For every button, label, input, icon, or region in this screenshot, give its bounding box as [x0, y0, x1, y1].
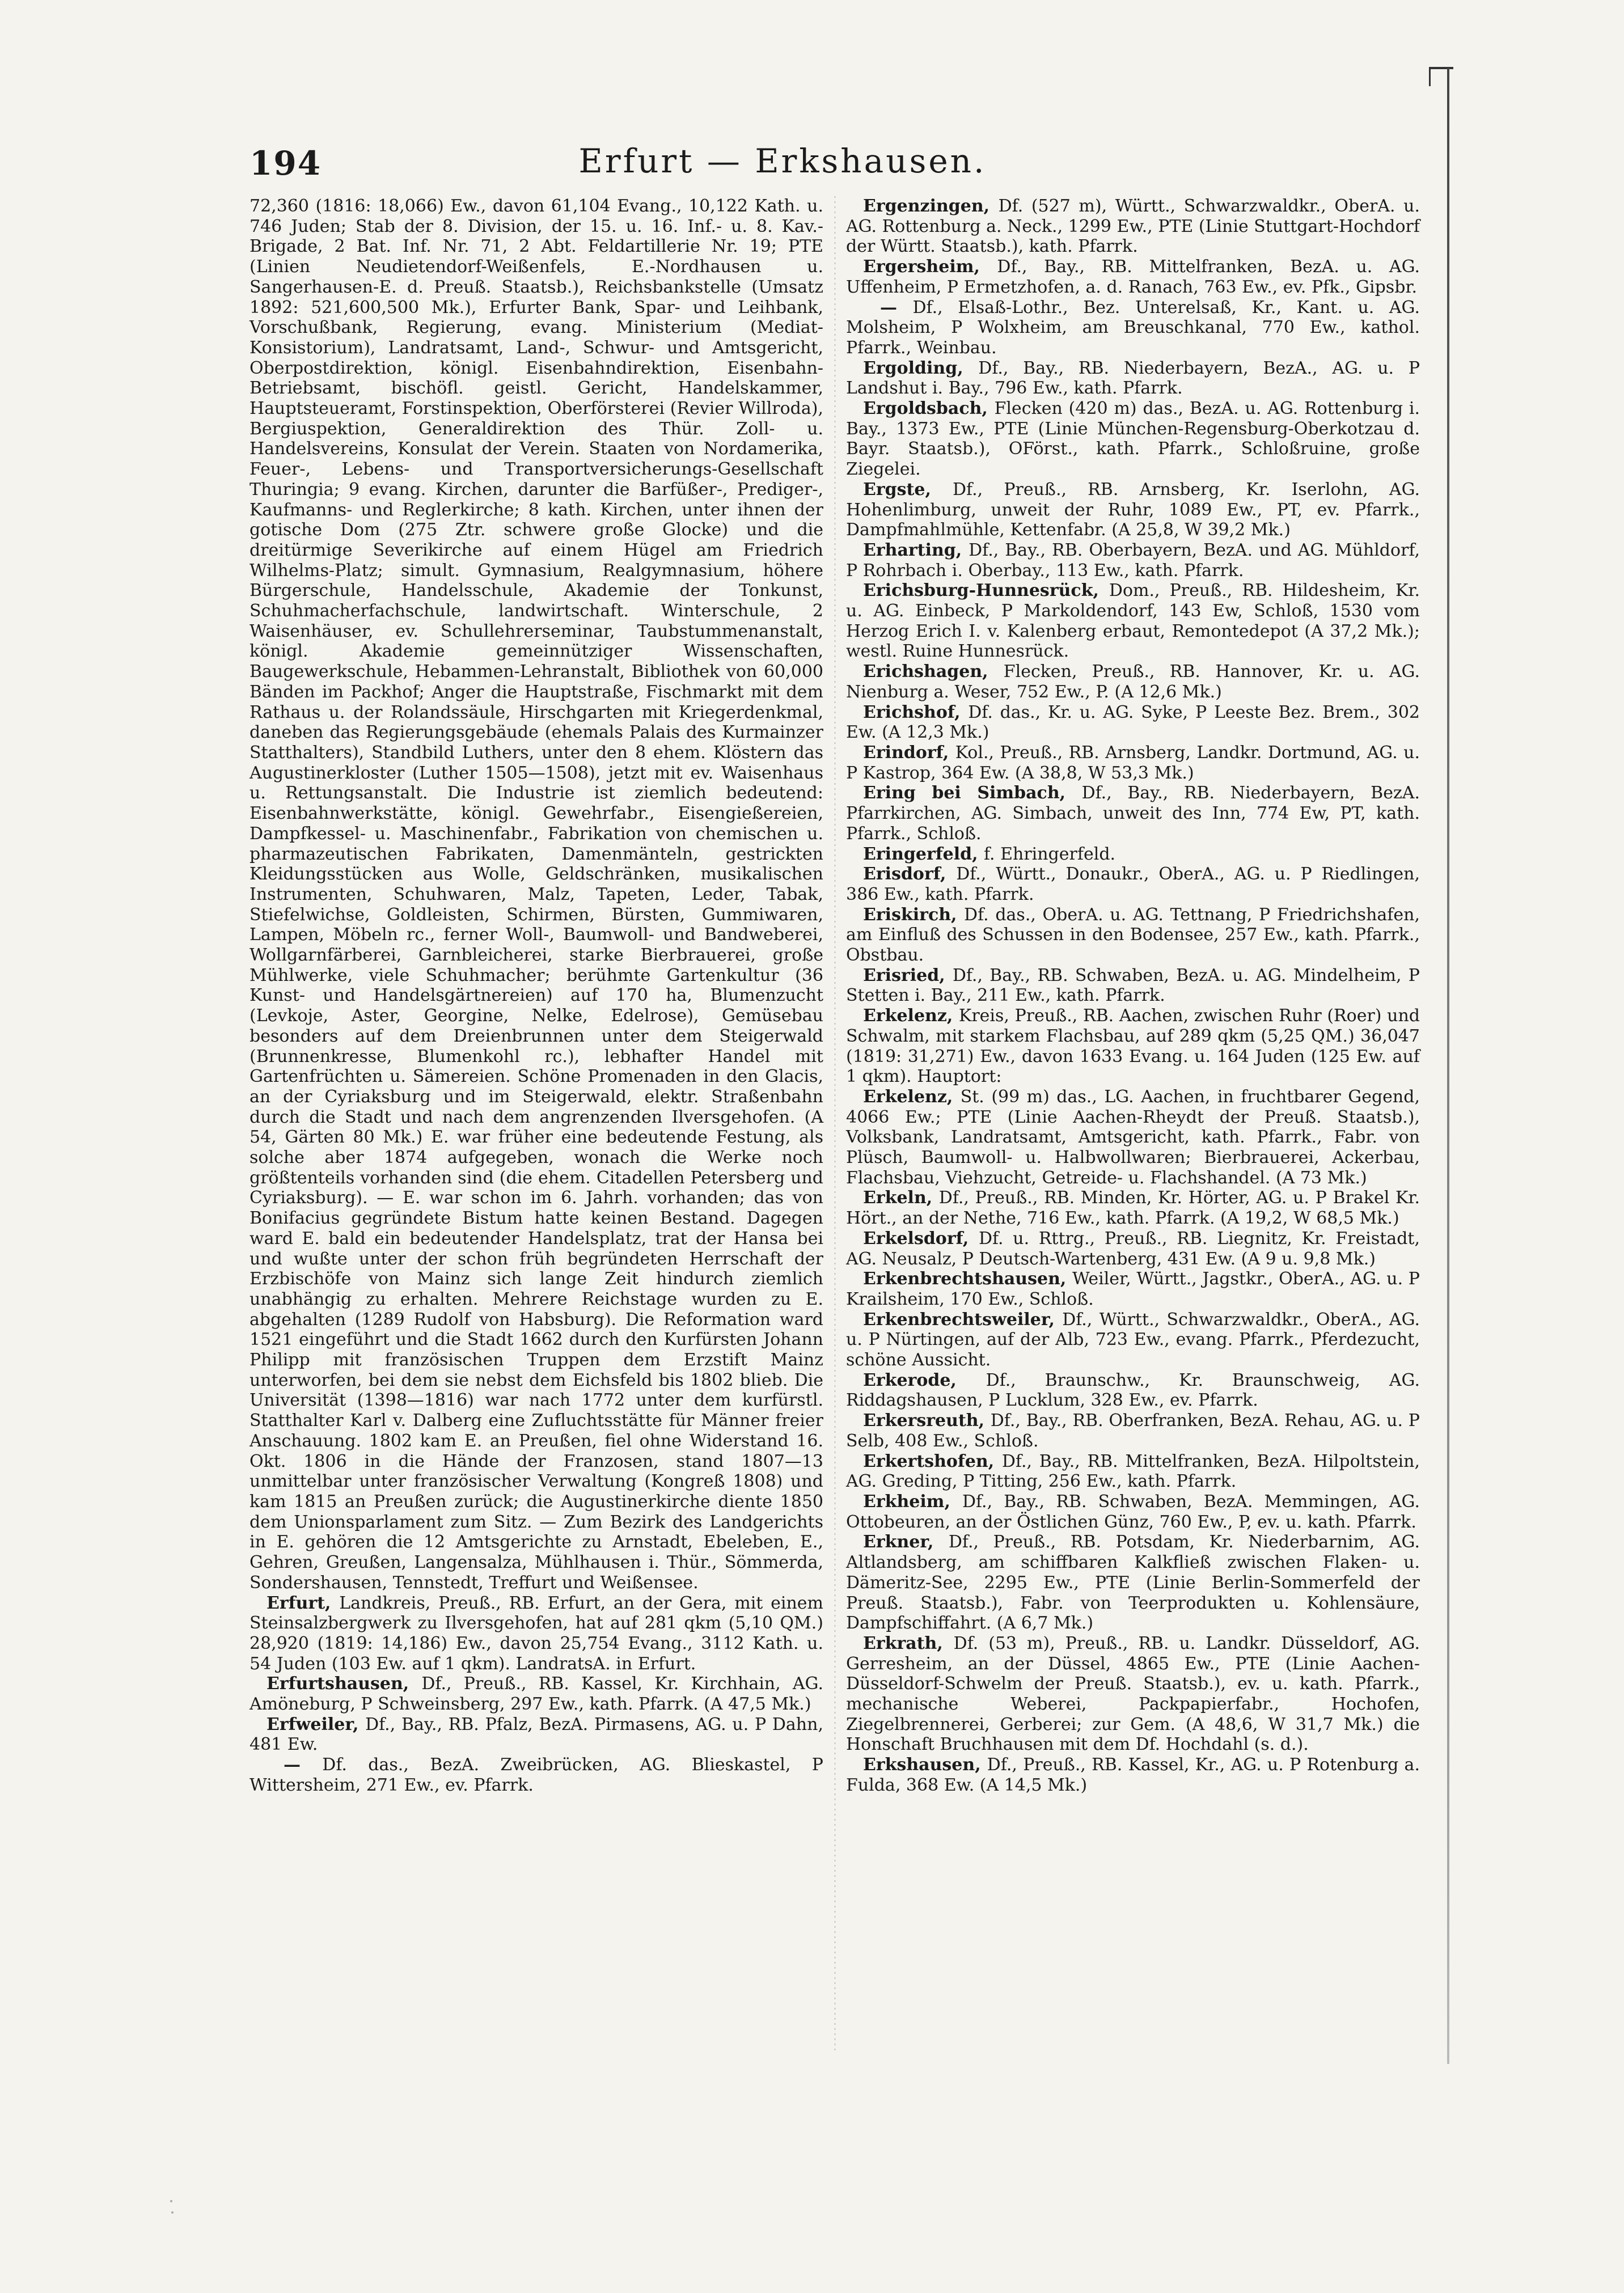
entry-text: Flecken, Preuß., RB. Hannover, Kr. u. AG. Nienburg a. Weser, 752 Ew., P. (A 12,6 Mk.) — [846, 662, 1420, 702]
entry-text: Df. (527 m), Württ., Schwarzwaldkr., OberA. u. AG. Rottenburg a. Neck., 1299 Ew., PTE (Linie Stuttgart-Hochdorf der Württ. Staatsb.), kath. Pfarrk. — [846, 196, 1420, 257]
entry-text: Flecken (420 m) das., BezA. u. AG. Rottenburg i. Bay., 1373 Ew., PTE (Linie München-Regensburg-Oberkotzau d. Bayr. Staatsb.), OFörst., kath. Pfarrk., Schloßruine, große Ziegelei. — [846, 399, 1420, 480]
entry-text: Df., Bay., RB. Mittelfranken, BezA. Hilpoltstein, AG. Greding, P Titting, 256 Ew., kath. Pfarrk. — [846, 1451, 1420, 1492]
entry-headword: Erkelenz, — [863, 1086, 961, 1107]
running-title: Erfurt — Erkshausen. — [578, 142, 987, 180]
gazetteer-entry — [249, 1715, 823, 1755]
entry-text: Df., Preuß., RB. Kassel, Kr., AG. u. P Rotenburg a. Fulda, 368 Ew. (A 14,5 Mk.) — [846, 1755, 1420, 1795]
gazetteer-entry — [846, 480, 1420, 540]
gazetteer-entry — [249, 1674, 823, 1714]
scan-speck — [171, 2211, 174, 2214]
gazetteer-entry — [846, 1411, 1420, 1451]
entry-text: Df. (53 m), Preuß., RB. u. Landkr. Düsseldorf, AG. Gerresheim, an der Düssel, 4865 Ew., PTE (Linie Aachen-Düsseldorf-Schwelm der Preuß. Staatsb.), ev. u. kath. Pfarrk., mechanische Weberei, Packpapierfabr., Hochofen, Ziegelbrennerei, Gerberei; zur Gem. (A 48,6, W 31,7 Mk.) die Honschaft Bruchhausen mit dem Df. Hochdahl (s. d.). — [846, 1633, 1420, 1755]
entry-headword: Erkshausen, — [863, 1755, 987, 1775]
entry-text: Df., Preuß., RB. Kassel, Kr. Kirchhain, AG. Amöneburg, P Schweinsberg, 297 Ew., kath. Pfarrk. (A 47,5 Mk.) — [249, 1674, 823, 1715]
entry-text: Df. das., OberA. u. AG. Tettnang, P Friedrichshafen, am Einfluß des Schussen in den Bodensee, 257 Ew., kath. Pfarrk., Obstbau. — [846, 904, 1420, 966]
gazetteer-entry — [846, 1087, 1420, 1188]
gazetteer-entry — [846, 1452, 1420, 1492]
entry-headword: Erfurtshausen, — [267, 1674, 422, 1694]
gazetteer-entry — [846, 1755, 1420, 1795]
entry-text: f. Ehringerfeld. — [984, 844, 1116, 864]
gazetteer-entry — [846, 399, 1420, 480]
entry-headword: Erichshagen, — [863, 662, 1004, 682]
entry-text: Df., Preuß., RB. Arnsberg, Kr. Iserlohn, AG. Hohenlimburg, unweit der Ruhr, 1089 Ew., PT, ev. Pfarrk., Dampfmahlmühle, Kettenfabr. (A 25,8, W 39,2 Mk.) — [846, 479, 1420, 540]
gazetteer-entry — [846, 966, 1420, 1006]
gazetteer-entry — [846, 358, 1420, 399]
entry-text: Landkreis, Preuß., RB. Erfurt, an der Gera, mit einem Steinsalzbergwerk zu Ilversgehofen, hat auf 281 qkm (5,10 QM.) 28,920 (1819: 14,186) Ew., davon 25,754 Evang., 3112 Kath. u. 54 Juden (103 Ew. auf 1 qkm). LandratsA. in Erfurt. — [249, 1593, 823, 1674]
entry-text: Df. u. Rttrg., Preuß., RB. Liegnitz, Kr. Freistadt, AG. Neusalz, P Deutsch-Wartenberg, 431 Ew. (A 9 u. 9,8 Mk.) — [846, 1228, 1420, 1269]
entry-headword: Erkenbrechtshausen, — [863, 1269, 1072, 1289]
entry-text: Kreis, Preuß., RB. Aachen, zwischen Ruhr (Roer) und Schwalm, mit starkem Flachsbau, auf 289 qkm (5,25 QM.) 36,047 (1819: 31,271) Ew., davon 1633 Evang. u. 164 Juden (125 Ew. auf 1 qkm). Hauptort: — [846, 1006, 1420, 1087]
entry-headword: Erisdorf, — [863, 864, 957, 885]
gazetteer-entry — [846, 581, 1420, 662]
entry-text: Df., Bay., RB. Mittelfranken, BezA. u. AG. Uffenheim, P Ermetzhofen, a. d. Ranach, 763 Ew., ev. Pfk., Gipsbr. — [846, 257, 1420, 297]
entry-text: Weiler, Württ., Jagstkr., OberA., AG. u. P Krailsheim, 170 Ew., Schloß. — [846, 1269, 1420, 1309]
gazetteer-entry — [846, 703, 1420, 743]
scan-speck — [170, 2200, 172, 2202]
entry-headword: Ergersheim, — [863, 257, 997, 277]
left-column — [249, 196, 823, 1796]
entry-text: Df., Bay., RB. Schwaben, BezA. u. AG. Mindelheim, P Stetten i. Bay., 211 Ew., kath. Pfarrk. — [846, 965, 1420, 1006]
entry-text: Df., Württ., Schwarzwaldkr., OberA., AG. u. P Nürtingen, auf der Alb, 723 Ew., evang. Pfarrk., Pferdezucht, schöne Aussicht. — [846, 1309, 1420, 1370]
entry-headword: Ering bei Simbach, — [863, 783, 1082, 803]
page-header — [249, 142, 1316, 187]
gazetteer-entry — [846, 864, 1420, 904]
entry-text: Df., Bay., RB. Schwaben, BezA. Memmingen, AG. Ottobeuren, an der Östlichen Günz, 760 Ew., P, ev. u. kath. Pfarrk. — [846, 1492, 1420, 1532]
gazetteer-entry — [846, 196, 1420, 257]
entry-text: Df. das., BezA. Zweibrücken, AG. Blieskastel, P Wittersheim, 271 Ew., ev. Pfarrk. — [249, 1755, 823, 1795]
entry-text: Df., Bay., RB. Pfalz, BezA. Pirmasens, AG. u. P Dahn, 481 Ew. — [249, 1714, 823, 1755]
entry-text: Df., Bay., RB. Oberbayern, BezA. und AG. Mühldorf, P Rohrbach i. Oberbay., 113 Ew., kath. Pfarrk. — [846, 540, 1420, 581]
entry-headword: Erichsburg-Hunnesrück, — [863, 581, 1109, 601]
entry-headword: Ergenzingen, — [863, 196, 999, 216]
entry-headword: Ergoldsbach, — [863, 399, 995, 419]
gazetteer-entry — [846, 1532, 1420, 1634]
entry-text: Df., Braunschw., Kr. Braunschweig, AG. Riddagshausen, P Lucklum, 328 Ew., ev. Pfarrk. — [846, 1370, 1420, 1411]
entry-text: Df., Bay., RB. Niederbayern, BezA., AG. u. P Landshut i. Bay., 796 Ew., kath. Pfarrk. — [846, 358, 1420, 399]
gazetteer-entry — [846, 1229, 1420, 1269]
entry-headword: Erindorf, — [863, 742, 955, 763]
entry-text: 72,360 (1816: 18,066) Ew., davon 61,104 Evang., 10,122 Kath. u. 746 Juden; Stab der 8. Division, der 15. u. 16. Inf.- u. 8. Kav.-Brigade, 2 Bat. Inf. Nr. 71, 2 Abt. Feldartillerie Nr. 19; PTE (Linien Neudietendorf-Weißenfels, E.-Nordhausen u. Sangerhausen-E. d. Preuß. Staatsb.), Reichsbankstelle (Umsatz 1892: 521,600,500 Mk.), Erfurter Bank, Spar- und Leihbank, Vorschußbank, Regierung, evang. Ministerium (Mediat-Konsistorium), Landratsamt, Land-, Schwur- und Amtsgericht, Oberpostdirektion, königl. Eisenbahndirektion, Eisenbahn-Betriebsamt, bischöfl. geistl. Gericht, Handelskammer, Hauptsteueramt, Forstinspektion, Oberförsterei (Revier Willroda), Bergiuspektion, Generaldirektion des Thür. Zoll- u. Handelsvereins, Konsulat der Verein. Staaten von Nordamerika, Feuer-, Lebens- und Transportversicherungs-Gesellschaft Thuringia; 9 evang. Kirchen, darunter die Barfüßer-, Prediger-, Kaufmanns- und Reglerkirche; 8 kath. Kirchen, unter ihnen der gotische Dom (275 Ztr. schwere große Glocke) und die dreitürmige Severikirche auf einem Hügel am Friedrich Wilhelms-Platz; simult. Gymnasium, Realgymnasium, höhere Bürgerschule, Handelsschule, Akademie der Tonkunst, Schuhmacherfachschule, landwirtschaft. Winterschule, 2 Waisenhäuser, ev. Schullehrerseminar, Taubstummenanstalt, königl. Akademie gemeinnütziger Wissenschaften, Baugewerkschule, Hebammen-Lehranstalt, Bibliothek von 60,000 Bänden im Packhof; Anger die Hauptstraße, Fischmarkt mit dem Rathaus u. der Rolandssäule, Hirschgarten mit Kriegerdenkmal, daneben das Regierungsgebäude (ehemals Palais des Kurmainzer Statthalters), Standbild Luthers, unter den 8 ehem. Klöstern das Augustinerkloster (Luther 1505—1508), jetzt mit ev. Waisenhaus u. Rettungsanstalt. Die Industrie ist ziemlich bedeutend: Eisenbahnwerkstätte, königl. Gewehrfabr., Eisengießereien, Dampfkessel- u. Maschinenfabr., Fabrikation von chemischen u. pharmazeutischen Fabrikaten, Damenmänteln, gestrickten Kleidungsstücken aus Wolle, Geldschränken, musikalischen Instrumenten, Schuhwaren, Malz, Tapeten, Leder, Tabak, Stiefelwichse, Goldleisten, Schirmen, Bürsten, Gummiwaren, Lampen, Möbeln rc., ferner Woll-, Baumwoll- und Bandweberei, Wollgarnfärberei, Garnbleicherei, starke Bierbrauerei, große Mühlwerke, viele Schuhmacher; berühmte Gartenkultur (36 Kunst- und Handelsgärtnereien) auf 170 ha, Blumenzucht (Levkoje, Aster, Georgine, Nelke, Edelrose), Gemüsebau besonders auf dem Dreienbrunnen unter dem Steigerwald (Brunnenkresse, Blumenkohl rc.), lebhafter Handel mit Gartenfrüchten u. Sämereien. Schöne Promenaden in den Glacis, an der Cyriaksburg und im Steigerwald, elektr. Straßenbahn durch die Stadt und nach dem angrenzenden Ilversgehofen. (A 54, Gärten 80 Mk.) E. war früher eine bedeutende Festung, als solche aber 1874 aufgegeben, wonach die Werke noch größtenteils vorhanden sind (die ehem. Citadellen Petersberg und Cyriaksburg). — E. war schon im 6. Jahrh. vorhanden; das von Bonifacius gegründete Bistum hatte keinen Bestand. Dagegen ward E. bald ein bedeutender Handelsplatz, trat der Hansa bei und wußte unter der schon früh begründeten Herrschaft der Erzbischöfe von Mainz sich lange Zeit hindurch ziemlich unabhängig zu erhalten. Mehrere Reichstage wurden zu E. abgehalten (1289 Rudolf von Habsburg). Die Reformation ward 1521 eingeführt und die Stadt 1662 durch den Kurfürsten Johann Philipp mit französischen Truppen dem Erzstift Mainz unterworfen, bei dem sie nebst dem Eichsfeld bis 1802 blieb. Die Universität (1398—1816) war nach 1772 unter dem kurfürstl. Statthalter Karl v. Dalberg eine Zufluchtsstätte für Männer freier Anschauung. 1802 kam E. an Preußen, fiel ohne Widerstand 16. Okt. 1806 in die Hände der Franzosen, stand 1807—13 unmittelbar unter französischer Verwaltung (Kongreß 1808) und kam 1815 an Preußen zurück; die Augustinerkirche diente 1850 dem Unionsparlament zum Sitz. — Zum Bezirk des Landgerichts in E. gehören die 12 Amtsgerichte zu Arnstadt, Ebeleben, E., Gehren, Greußen, Langensalza, Mühlhausen i. Thür., Sömmerda, Sondershausen, Tennstedt, Treffurt und Weißensee. — [249, 196, 823, 1593]
entry-headword: Erkelenz, — [863, 1006, 959, 1026]
entry-headword: Erkrath, — [863, 1633, 954, 1653]
entry-text: Df., Preuß., RB. Minden, Kr. Hörter, AG. u. P Brakel Kr. Hört., an der Nethe, 716 Ew., kath. Pfarrk. (A 19,2, W 68,5 Mk.) — [846, 1188, 1420, 1229]
entry-headword: Erharting, — [863, 540, 969, 560]
gazetteer-entry — [846, 1370, 1420, 1411]
entry-headword: — — [284, 1755, 323, 1775]
entry-text: Df., Bay., RB. Oberfranken, BezA. Rehau, AG. u. P Selb, 408 Ew., Schloß. — [846, 1411, 1420, 1451]
page-number: 194 — [249, 144, 322, 183]
entry-text: Df. das., Kr. u. AG. Syke, P Leeste Bez. Brem., 302 Ew. (A 12,3 Mk.) — [846, 702, 1420, 743]
entry-headword: Erfweiler, — [267, 1714, 366, 1734]
gazetteer-entry — [846, 844, 1420, 865]
entry-text: Dom., Preuß., RB. Hildesheim, Kr. u. AG. Einbeck, P Markoldendorf, 143 Ew, Schloß, 1530 vom Herzog Erich I. v. Kalenberg erbaut, Remontedepot (A 37,2 Mk.); westl. Ruine Hunnesrück. — [846, 581, 1420, 662]
entry-headword: Erkelsdorf, — [863, 1228, 979, 1249]
entry-text: St. (99 m) das., LG. Aachen, in fruchtbarer Gegend, 4066 Ew.; PTE (Linie Aachen-Rheydt der Preuß. Staatsb.), Volksbank, Landratsamt, Amtsgericht, kath. Pfarrk., Fabr. von Plüsch, Baumwoll- u. Halbwollwaren; Bierbrauerei, Ackerbau, Flachsbau, Viehzucht, Getreide- u. Flachshandel. (A 73 Mk.) — [846, 1086, 1420, 1188]
gazetteer-entry — [846, 1188, 1420, 1228]
gazetteer-entry — [846, 1269, 1420, 1309]
page-edge-line — [1447, 68, 1449, 2064]
gazetteer-entry — [846, 1492, 1420, 1532]
entry-headword: Erkenbrechtsweiler, — [863, 1309, 1063, 1330]
entry-headword: Erkerode, — [863, 1370, 986, 1390]
gazetteer-entry — [846, 540, 1420, 581]
entry-text: Df., Württ., Donaukr., OberA., AG. u. P Riedlingen, 386 Ew., kath. Pfarrk. — [846, 864, 1420, 904]
entry-headword: Erkeln, — [863, 1188, 939, 1208]
entry-headword: Erkertshofen, — [863, 1451, 1002, 1471]
gazetteer-entry — [846, 783, 1420, 844]
gazetteer-entry — [846, 1006, 1420, 1087]
entry-headword: Erichshof, — [863, 702, 969, 722]
entry-headword: Erkner, — [863, 1532, 949, 1552]
gazetteer-entry — [249, 1593, 823, 1674]
entry-text: Df., Elsaß-Lothr., Bez. Unterelsaß, Kr., Kant. u. AG. Molsheim, P Wolxheim, am Breuschkanal, 770 Ew., kathol. Pfarrk., Weinbau. — [846, 297, 1420, 358]
gazetteer-entry — [846, 1310, 1420, 1370]
entry-headword: Erfurt, — [267, 1593, 340, 1613]
gazetteer-entry — [846, 1634, 1420, 1755]
gazetteer-entry — [846, 905, 1420, 966]
gazetteer-entry — [249, 1755, 823, 1795]
entry-headword: Eriskirch, — [863, 904, 965, 925]
right-column — [846, 196, 1420, 1796]
page-edge-hook — [1429, 67, 1453, 86]
gazetteer-entry — [846, 298, 1420, 358]
entry-headword: Erisried, — [863, 965, 953, 985]
entry-text: Df., Preuß., RB. Potsdam, Kr. Niederbarnim, AG. Altlandsberg, am schiffbaren Kalkfließ zwischen Flaken- u. Dämeritz-See, 2295 Ew., PTE (Linie Berlin-Sommerfeld der Preuß. Staatsb.), Fabr. von Teerprodukten u. Kohlensäure, Dampfschiffahrt. (A 6,7 Mk.) — [846, 1532, 1420, 1634]
entry-text: Kol., Preuß., RB. Arnsberg, Landkr. Dortmund, AG. u. P Kastrop, 364 Ew. (A 38,8, W 53,3 Mk.) — [846, 742, 1420, 783]
gazetteer-entry — [846, 662, 1420, 702]
gazetteer-entry — [249, 196, 823, 1593]
entry-headword: Ergolding, — [863, 358, 979, 378]
gazetteer-entry — [846, 257, 1420, 297]
entry-headword: Erkheim, — [863, 1492, 962, 1512]
entry-headword: Ergste, — [863, 479, 953, 500]
gazetteer-entry — [846, 743, 1420, 783]
entry-headword: — — [880, 297, 913, 318]
entry-text: Df., Bay., RB. Niederbayern, BezA. Pfarrkirchen, AG. Simbach, unweit des Inn, 774 Ew, PT, kath. Pfarrk., Schloß. — [846, 783, 1420, 844]
entry-headword: Erkersreuth, — [863, 1411, 991, 1431]
entry-headword: Eringerfeld, — [863, 844, 984, 864]
